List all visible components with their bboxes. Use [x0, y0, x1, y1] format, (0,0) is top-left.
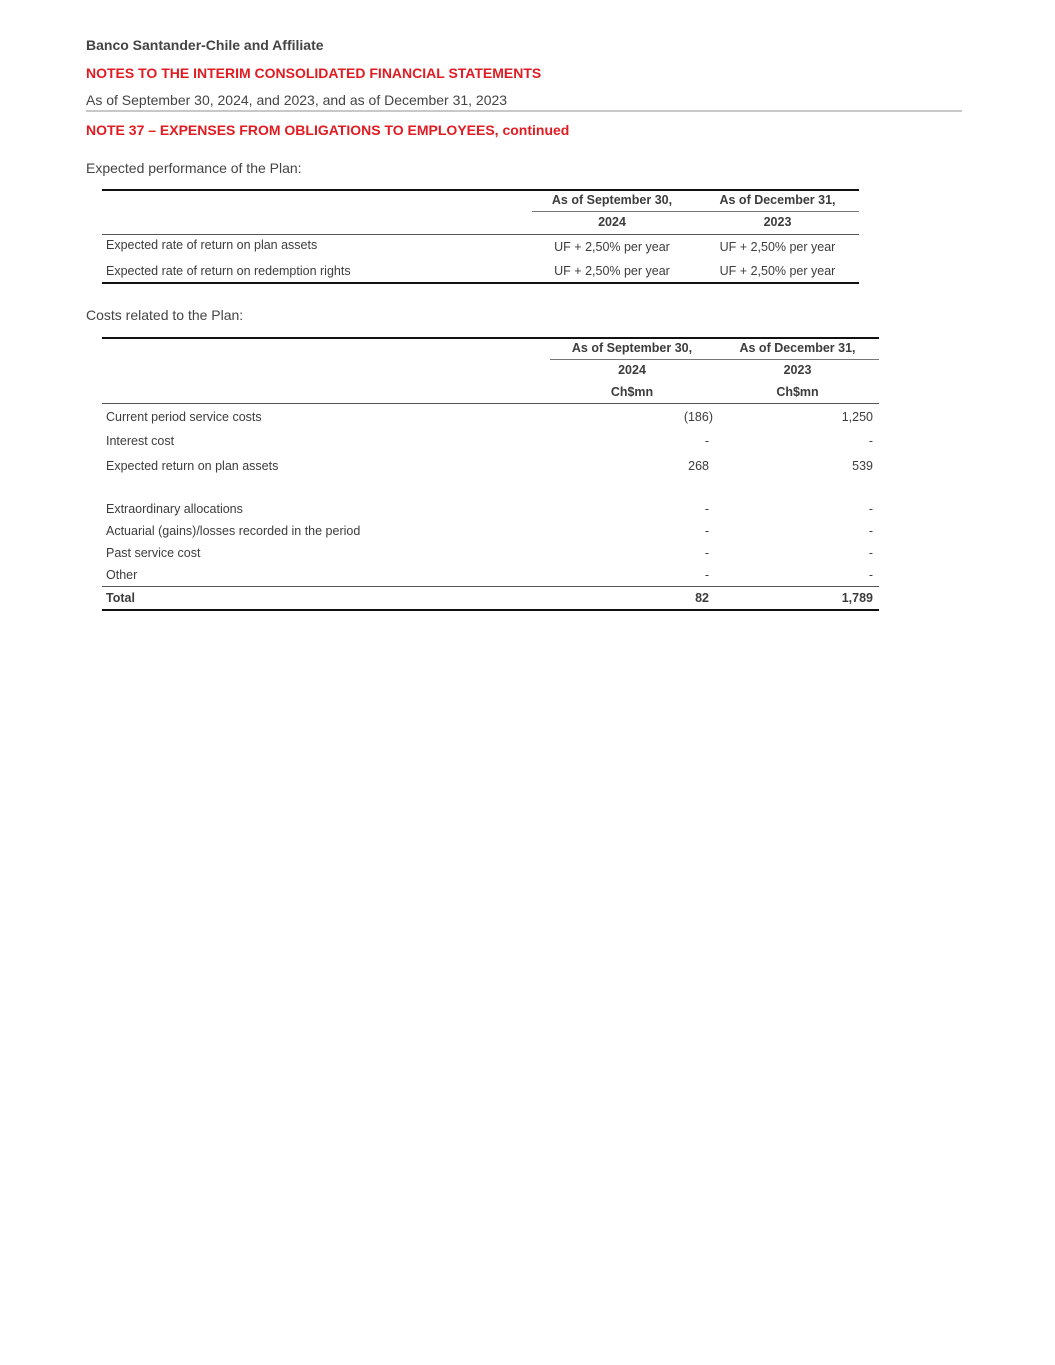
- table-row-label: Expected rate of return on plan assets: [106, 238, 318, 252]
- total-top-rule: [102, 586, 879, 587]
- table-cell-value: -: [704, 434, 709, 448]
- total-value-2024: 82: [695, 591, 709, 605]
- table-cell-value: -: [704, 502, 709, 516]
- col-year-2024: 2024: [598, 215, 626, 229]
- table-cell-value: 539: [852, 459, 873, 473]
- reporting-period: As of September 30, 2024, and 2023, and as of December 31, 2023: [86, 92, 508, 108]
- table-cell-value: -: [868, 502, 873, 516]
- table-cell-value: 268: [688, 459, 709, 473]
- table-cell-value: (186): [683, 410, 713, 424]
- col-header-dec-2023: As of December 31,: [719, 193, 836, 207]
- note-title: NOTE 37 – EXPENSES FROM OBLIGATIONS TO EMPLOYEES, continued: [86, 122, 570, 138]
- table-top-rule: [102, 189, 859, 191]
- table-cell-value: UF + 2,50% per year: [719, 240, 836, 254]
- table-row-label: Expected rate of return on redemption rights: [106, 264, 351, 278]
- table-row-label: Current period service costs: [106, 410, 262, 424]
- table-cell-value: 1,250: [841, 410, 873, 424]
- table-cell-value: -: [704, 546, 709, 560]
- table-cell-value: -: [868, 524, 873, 538]
- table-cell-value: -: [704, 568, 709, 582]
- header-sub-rule: [550, 359, 879, 360]
- table-top-rule: [102, 337, 879, 339]
- table-cell-value: -: [868, 434, 873, 448]
- table-row-label: Extraordinary allocations: [106, 502, 243, 516]
- header-sub-rule: [532, 211, 859, 212]
- col-unit-2023: Ch$mn: [776, 385, 819, 399]
- table-cell-value: -: [868, 568, 873, 582]
- header-bottom-rule: [102, 234, 859, 235]
- col-year-2023: 2023: [783, 363, 812, 377]
- col-year-2024: 2024: [618, 363, 646, 377]
- company-name: Banco Santander-Chile and Affiliate: [86, 37, 324, 53]
- header-bottom-rule: [102, 403, 879, 404]
- table-cell-value: UF + 2,50% per year: [719, 264, 836, 278]
- table-cell-value: UF + 2,50% per year: [554, 264, 670, 278]
- table-bottom-rule: [102, 609, 879, 611]
- total-value-2023: 1,789: [841, 591, 873, 605]
- table-row-label: Past service cost: [106, 546, 201, 560]
- table-row-label: Interest cost: [106, 434, 175, 448]
- notes-title: NOTES TO THE INTERIM CONSOLIDATED FINANCIAL STATEMENTS: [86, 65, 542, 81]
- col-unit-2024: Ch$mn: [610, 385, 654, 399]
- costs-section-label: Costs related to the Plan:: [86, 307, 244, 323]
- col-header-sep-2024: As of September 30,: [571, 341, 693, 355]
- table-cell-value: -: [868, 546, 873, 560]
- col-year-2023: 2023: [763, 215, 792, 229]
- performance-section-label: Expected performance of the Plan:: [86, 160, 302, 176]
- table-row-label: Actuarial (gains)/losses recorded in the period: [106, 524, 361, 538]
- col-header-sep-2024: As of September 30,: [551, 193, 673, 207]
- costs-table: [102, 337, 879, 617]
- performance-table: [102, 189, 859, 289]
- total-label: Total: [106, 591, 135, 605]
- table-row-label: Other: [106, 568, 138, 582]
- table-bottom-rule: [102, 282, 859, 284]
- table-cell-value: UF + 2,50% per year: [554, 240, 670, 254]
- col-header-dec-2023: As of December 31,: [739, 341, 856, 355]
- header-divider: [86, 110, 962, 112]
- table-row-label: Expected return on plan assets: [106, 459, 279, 473]
- table-cell-value: -: [704, 524, 709, 538]
